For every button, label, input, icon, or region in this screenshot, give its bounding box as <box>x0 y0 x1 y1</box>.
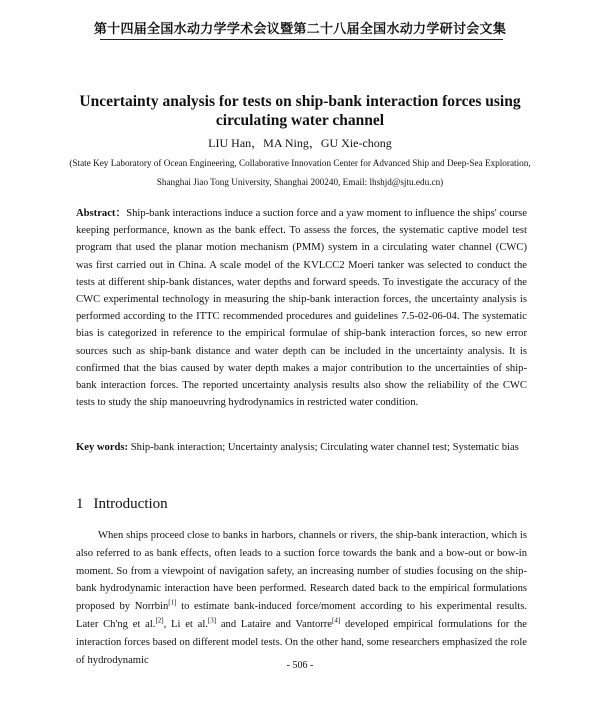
running-header: 第十四届全国水动力学学术会议暨第二十八届全国水动力学研讨会文集 <box>93 22 507 37</box>
citation-1[interactable]: [1] <box>168 598 177 607</box>
author-list: LIU Han，MA Ning，GU Xie-chong <box>208 136 392 150</box>
citation-4[interactable]: [4] <box>332 616 341 625</box>
citation-2[interactable]: [2] <box>155 616 164 625</box>
header-rule <box>100 39 503 40</box>
citation-3[interactable]: [3] <box>207 616 217 625</box>
section-title: Introduction <box>93 496 168 512</box>
section-number: 1 <box>76 496 84 512</box>
intro-text-4: and Lataire and Vantorre <box>216 618 333 630</box>
abstract <box>76 205 527 411</box>
section-heading <box>76 496 168 513</box>
keywords-text: Ship-bank interaction; Uncertainty analysis; Circulating water channel test; Systematic bias <box>130 442 519 453</box>
intro-text-5: developed empirical formulations for the interaction forces based on different model tests. On the other hand, some researchers emphasized the role of hydrodynamic <box>76 618 527 666</box>
paper-title: Uncertainty analysis for tests on ship-bank interaction forces using circulating water channel <box>79 93 521 129</box>
intro-text-2: to estimate bank-induced force/moment according to his experimental results. Later Ch'ng et al. <box>76 601 527 630</box>
abstract-label: Abstract： <box>76 208 127 219</box>
intro-paragraph <box>76 527 527 669</box>
keywords <box>76 439 527 456</box>
page-number: - 506 - <box>286 660 314 671</box>
intro-text-3: , Li et al. <box>163 618 208 630</box>
affiliation: (State Key Laboratory of Ocean Engineering, Collaborative Innovation Center for Advanced Ship and Deep-Sea Exploration, Shanghai Jiao Tong University, Shanghai 200240, Email: lhshjd@sjtu.edu.cn) <box>69 158 531 187</box>
keywords-label: Key words: <box>76 442 129 453</box>
abstract-text: Ship-bank interactions induce a suction force and a yaw moment to influence the ships' course keeping performance, known as the bank effect. To assess the forces, the systematic captive model test program that used the planar motion mechanism (PMM) system in a circulating water channel (CWC) was first carried out in China. A scale model of the KVLCC2 Moeri tanker was selected to conduct the tests at different ship-bank distances, water depths and forward speeds. To investigate the accuracy of the CWC experimental technology in measuring the ship-bank interaction forces, the uncertainty analysis is performed according to the ITTC recommended procedures and guidelines 7.5-02-06-04. The systematic bias is categorized in reference to the empirical formulae of ship-bank interaction forces, so new error sources such as ship-bank distance and water depth can be included in the uncertainty analysis. It is confirmed that the bias caused by water depth makes a major contribution to the uncertainties of ship-bank interaction forces. The reported uncertainty analysis results also show the reliability of the CWC tests to study the ship manoeuvring hydrodynamics in restricted water condition. <box>76 208 527 409</box>
intro-text-1: When ships proceed close to banks in harbors, channels or rivers, the ship-bank interaction, which is also referred to as bank effects, often leads to a suction force towards the bank and a bow-out or bow-in moment. So from a viewpoint of navigation safety, an increasing number of studies focusing on the ship-bank hydrodynamic interaction have been performed. Research dated back to the empirical formulations proposed by Norrbin <box>76 530 527 613</box>
